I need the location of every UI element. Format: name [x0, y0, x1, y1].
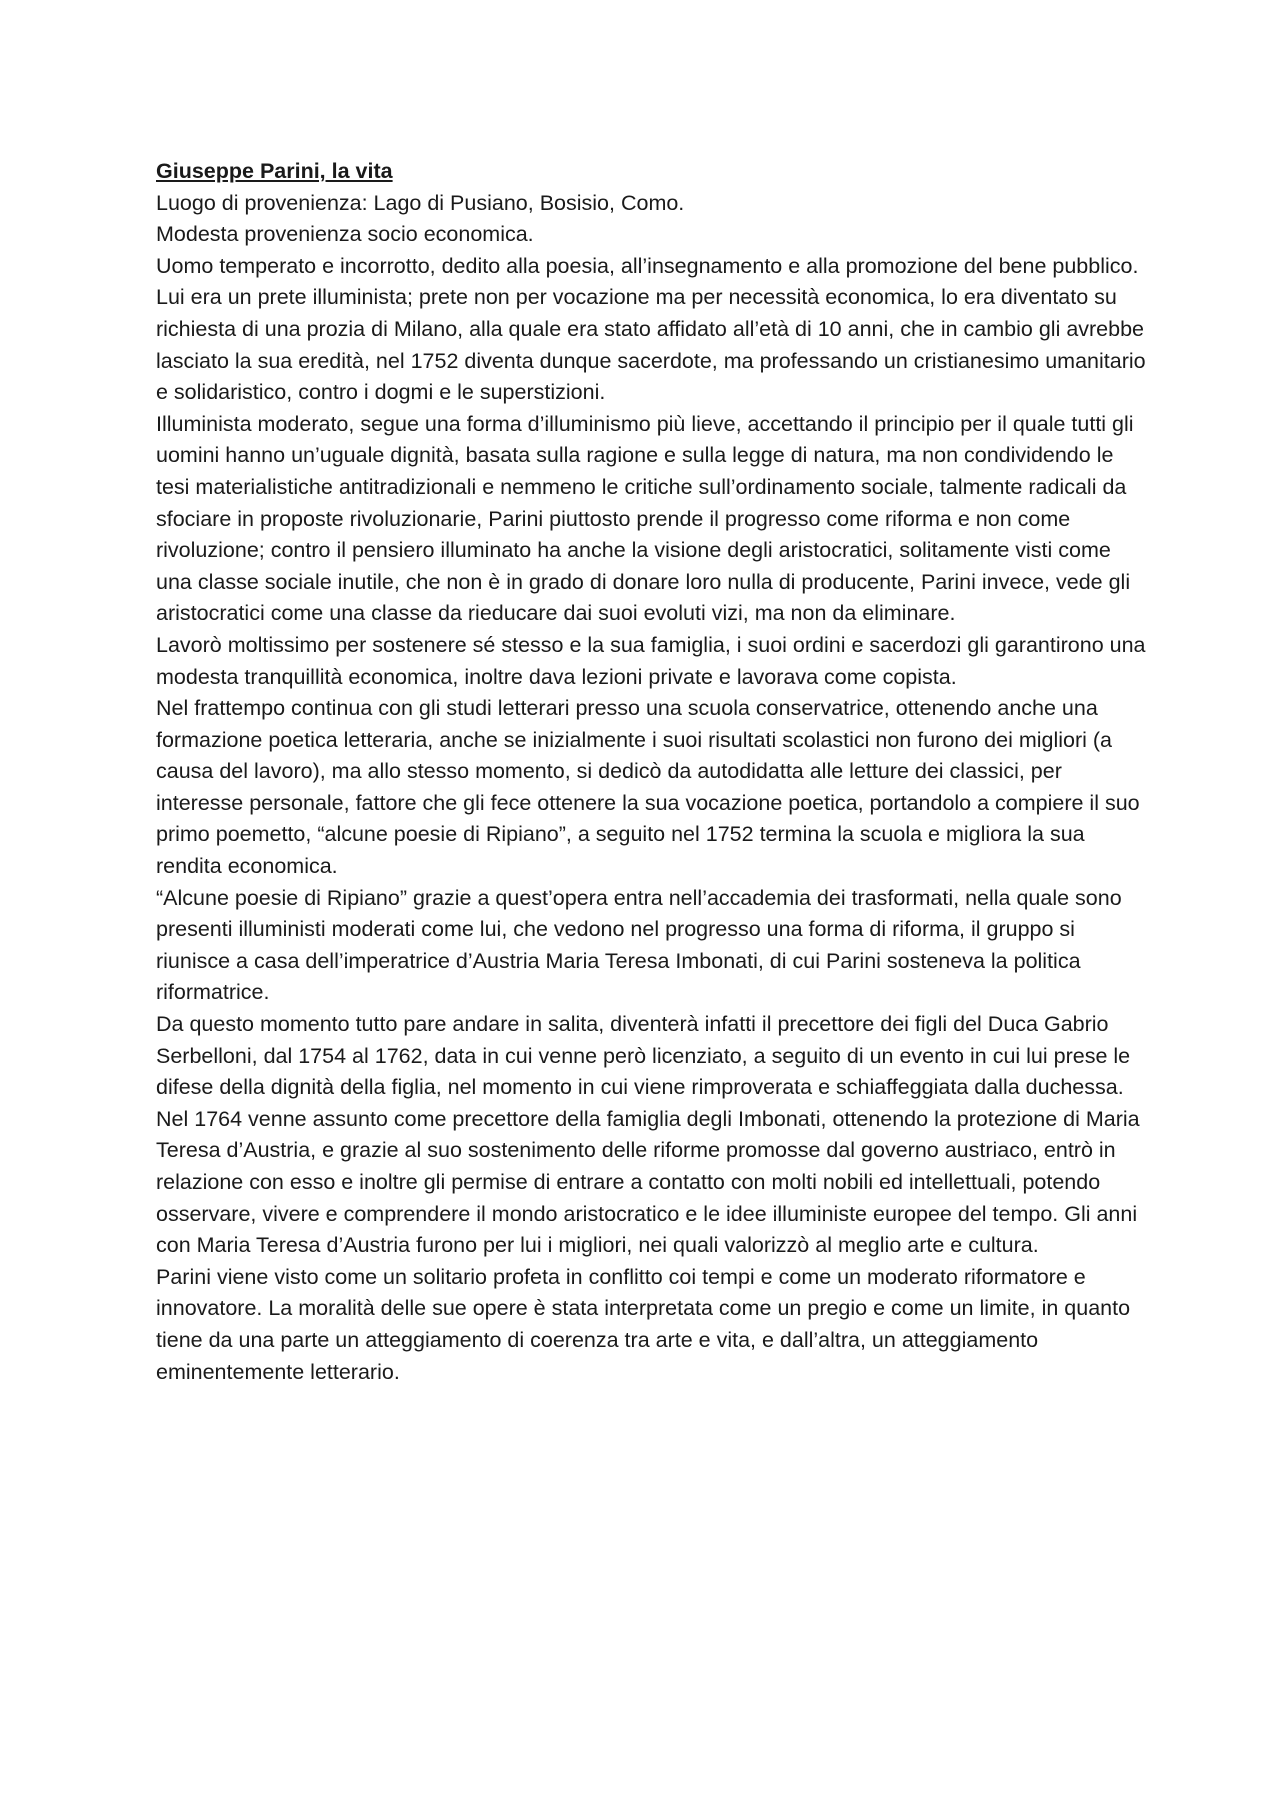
paragraph-serbelloni: Da questo momento tutto pare andare in salita, diventerà infatti il precettore dei figli del Duca Gabrio Serbelloni, dal 1754 al 1762, data in cui venne però licenziato, a seguito di un evento in cui lui prese le difese della dignità della figlia, nel momento in cui viene rimproverata e schiaffeggiata dalla duchessa. [156, 1012, 1131, 1100]
document-page [156, 156, 1146, 1388]
paragraph-moderate-enlightenment: Illuminista moderato, segue una forma d’illuminismo più lieve, accettando il principio per il quale tutti gli uomini hanno un’uguale dignità, basata sulla ragione e sulla legge di natura, ma non condividendo le tesi materialistiche antitradizionali e nemmeno le critiche sull’ordinamento sociale, talmente radicali da sfociare in proposte rivoluzionarie, Parini piuttosto prende il progresso come riforma e non come rivoluzione; contro il pensiero illuminato ha anche la visione degli aristocratici, solitamente visti come una classe sociale inutile, che non è in grado di donare loro nulla di producente, Parini invece, vede gli aristocratici come una classe da rieducare dai suoi evoluti vizi, ma non da eliminare. [156, 411, 1134, 626]
paragraph-imbonati: Nel 1764 venne assunto come precettore della famiglia degli Imbonati, ottenendo la protezione di Maria Teresa d’Austria, e grazie al suo sostenimento delle riforme promosse dal governo austriaco, entrò in relazione con esso e inoltre gli permise di entrare a contatto con molti nobili ed intellettuali, potendo osservare, vivere e comprendere il mondo aristocratico e le idee illuministe europee del tempo. Gli anni con Maria Teresa d’Austria furono per lui i migliori, nei quali valorizzò al meglio arte e cultura. [156, 1106, 1140, 1258]
paragraph-work: Lavorò moltissimo per sostenere sé stesso e la sua famiglia, i suoi ordini e sacerdozi gli garantirono una modesta tranquillità economica, inoltre dava lezioni private e lavorava come copista. [156, 632, 1146, 689]
paragraph-character: Uomo temperato e incorrotto, dedito alla poesia, all’insegnamento e alla promozione del bene pubblico. [156, 253, 1139, 278]
paragraph-conclusion: Parini viene visto come un solitario profeta in conflitto coi tempi e come un moderato riformatore e innovatore. La moralità delle sue opere è stata interpretata come un pregio e come un limite, in quanto tiene da una parte un atteggiamento di coerenza tra arte e vita, e dall’altra, un atteggiamento eminentemente letterario. [156, 1264, 1131, 1384]
document-title: Giuseppe Parini, la vita [156, 159, 393, 183]
paragraph-social-origin: Modesta provenienza socio economica. [156, 222, 534, 247]
paragraph-academy: “Alcune poesie di Ripiano” grazie a quest’opera entra nell’accademia dei trasformati, nella quale sono presenti illuministi moderati come lui, che vedono nel progresso una forma di riforma, il gruppo si riunisce a casa dell’imperatrice d’Austria Maria Teresa Imbonati, di cui Parini sosteneva la politica riformatrice. [156, 885, 1122, 1005]
paragraph-priest: Lui era un prete illuminista; prete non per vocazione ma per necessità economica, lo era diventato su richiesta di una prozia di Milano, alla quale era stato affidato all’età di 10 anni, che in cambio gli avrebbe lasciato la sua eredità, nel 1752 diventa dunque sacerdote, ma professando un cristianesimo umanitario e solidaristico, contro i dogmi e le superstizioni. [156, 285, 1146, 405]
paragraph-origin: Luogo di provenienza: Lago di Pusiano, Bosisio, Como. [156, 190, 685, 215]
paragraph-studies: Nel frattempo continua con gli studi letterari presso una scuola conservatrice, ottenendo anche una formazione poetica letteraria, anche se inizialmente i suoi risultati scolastici non furono dei migliori (a causa del lavoro), ma allo stesso momento, si dedicò da autodidatta alle letture dei classici, per interesse personale, fattore che gli fece ottenere la sua vocazione poetica, portandolo a compiere il suo primo poemetto, “alcune poesie di Ripiano”, a seguito nel 1752 termina la scuola e migliora la sua rendita economica. [156, 696, 1140, 879]
